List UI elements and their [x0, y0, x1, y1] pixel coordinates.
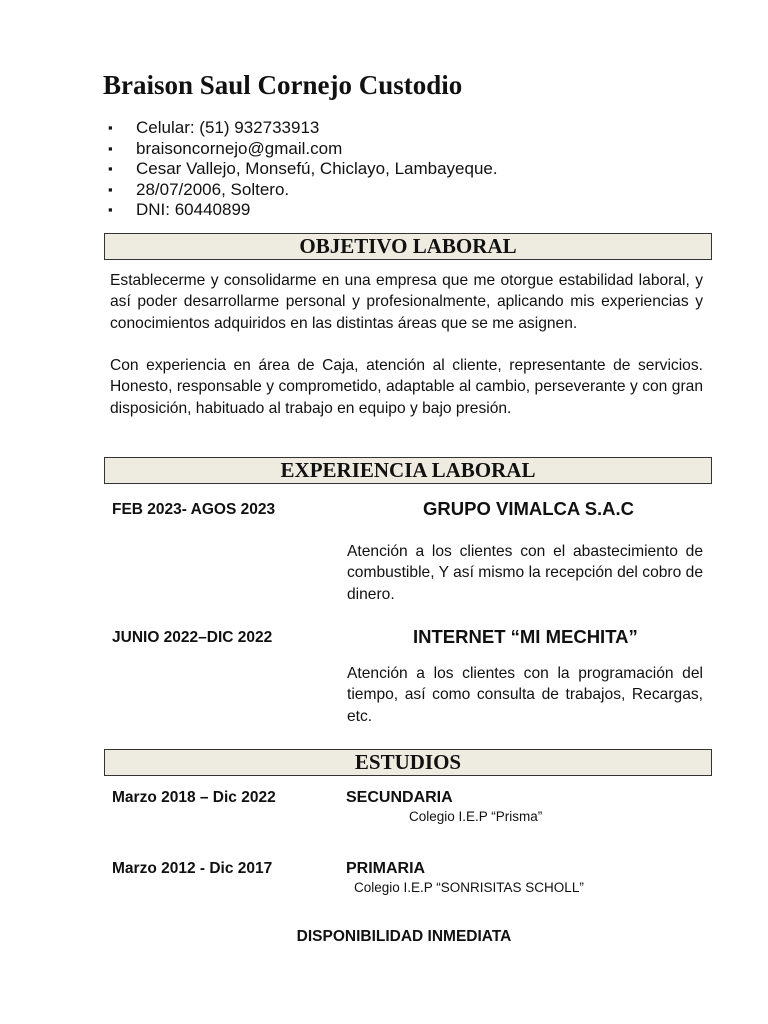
contact-item [108, 159, 498, 180]
education-school: Colegio I.E.P “Prisma” [409, 809, 543, 824]
availability-note: DISPONIBILIDAD INMEDIATA [296, 928, 512, 945]
contact-item [108, 180, 498, 201]
job-description: Atención a los clientes con la programación del tiempo, así como consulta de trabajos, Recargas, etc. [347, 665, 703, 725]
contact-dni: DNI: 60440899 [136, 200, 251, 219]
bullet-icon: ▪ [108, 140, 113, 156]
contact-email: braisoncornejo@gmail.com [136, 138, 343, 158]
contact-list [108, 118, 498, 221]
education-heading: ESTUDIOS [104, 749, 712, 776]
contact-item [108, 139, 498, 160]
bullet-icon: ▪ [108, 161, 113, 176]
contact-phone: Celular: (51) 932733913 [136, 118, 320, 137]
contact-item [108, 118, 498, 139]
bullet-icon: ▪ [108, 181, 113, 197]
contact-address: Cesar Vallejo, Monsefú, Chiclayo, Lambayeque. [136, 159, 498, 178]
education-dates: Marzo 2018 – Dic 2022 [112, 789, 276, 806]
education-dates: Marzo 2012 - Dic 2017 [112, 860, 273, 877]
bullet-icon: ▪ [108, 120, 113, 135]
education-level: SECUNDARIA [346, 789, 453, 806]
job-description: Atención a los clientes con el abastecimiento de combustible, Y así mismo la recepción del cobro de dinero. [347, 543, 703, 603]
job-dates: JUNIO 2022–DIC 2022 [112, 629, 273, 646]
job-company: GRUPO VIMALCA S.A.C [423, 498, 635, 519]
job-company: INTERNET “MI MECHITA” [413, 626, 638, 647]
contact-birthdate: 28/07/2006, Soltero. [136, 179, 290, 199]
education-school: Colegio I.E.P “SONRISITAS SCHOLL” [354, 880, 584, 895]
job-dates: FEB 2023- AGOS 2023 [112, 501, 276, 518]
candidate-name: Braison Saul Cornejo Custodio [103, 70, 463, 100]
bullet-icon: ▪ [108, 202, 113, 217]
contact-item [108, 200, 498, 221]
education-level: PRIMARIA [346, 860, 426, 877]
objective-heading: OBJETIVO LABORAL [104, 233, 712, 260]
objective-paragraph: Establecerme y consolidarme en una empresa que me otorgue estabilidad laboral, y así poder desarrollarme personal y profesionalmente, aplicando mis experiencias y conocimientos adquiridos en las distintas áreas que se me asignen. [110, 272, 703, 332]
profile-paragraph: Con experiencia en área de Caja, atención al cliente, representante de servicios. Honesto, responsable y comprometido, adaptable al cambio, perseverante y con gran disposición, habituado al trabajo en equipo y bajo presión. [110, 357, 703, 417]
experience-heading: EXPERIENCIA LABORAL [104, 457, 712, 484]
